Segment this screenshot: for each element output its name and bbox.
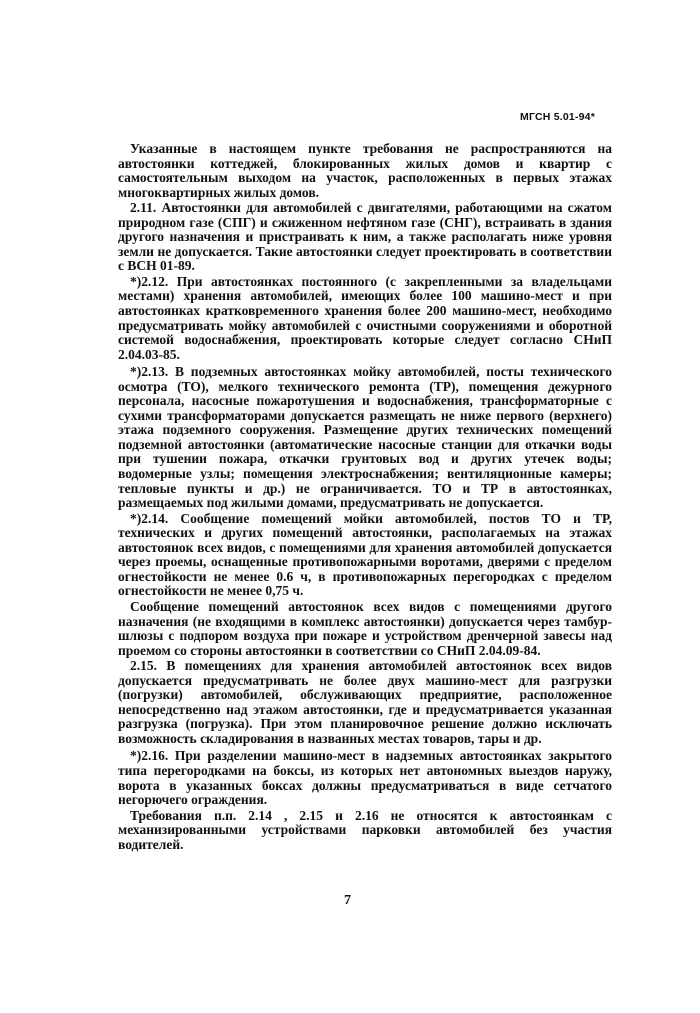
paragraph-2-12: *)2.12. При автостоянках постоянного (с закрепленными за владельцами местами) хранения автомобилей, имеющих более 100 машино-мест и при автостоянках кратковременного хранения более 200 машино-мест, необходимо предусматривать мойку автомобилей с очистными сооружениями и оборотной системой водоснабжения, проектировать которые следует согласно СНиП 2.04.03-85.	[118, 273, 612, 362]
paragraph-2-14-continued: Сообщение помещений автостоянок всех видов с помещениями другого назначения (не входящими в комплекс автостоянки) допускается через тамбур-шлюзы с подпором воздуха при пожаре и устройством дренчерной завесы над проемом со стороны автостоянки в соответствии со СНиП 2.04.09-84.	[118, 598, 612, 658]
paragraph-2-14: *)2.14. Сообщение помещений мойки автомобилей, постов ТО и ТР, технических и других помещений автостоянки, располагаемых на этажах автостоянок всех видов, с помещениями для хранения автомобилей допускается через проемы, оснащенные противопожарными воротами, дверями с пределом огнестойкости не менее 0.6 ч, в противопожарных перегородках с пределом огнестойкости не менее 0,75 ч.	[118, 510, 612, 599]
document-body	[118, 142, 612, 853]
document-code-header: МГСН 5.01-94*	[520, 111, 595, 123]
paragraph-note-exemption: Указанные в настоящем пункте требования не распространяются на автостоянки коттеджей, блокированных жилых домов и квартир с самостоятельным выходом на участок, расположенных в первых этажах многоквартирных жилых домов.	[118, 141, 612, 200]
paragraph-2-13: *)2.13. В подземных автостоянках мойку автомобилей, посты технического осмотра (ТО), мелкого технического ремонта (ТР), помещения дежурного персонала, насосные пожаротушения и водоснабжения, трансформаторные с сухими трансформаторами допускается размещать не ниже первого (верхнего) этажа подземного сооружения. Размещение других технических помещений подземной автостоянки (автоматические насосные станции для откачки воды при тушении пожара, откачки грунтовых вод и других утечек воды; водомерные узлы; помещения электроснабжения; вентиляционные камеры; тепловые пункты и др.) не ограничивается. ТО и ТР в автостоянках, размещаемых под жилыми домами, предусматривать не допускается.	[118, 364, 612, 511]
page-number: 7	[344, 893, 351, 908]
paragraph-2-15: 2.15. В помещениях для хранения автомобилей автостоянок всех видов допускается предусматривать не более двух машино-мест для разгрузки (погрузки) автомобилей, обслуживающих предприятие, расположенное непосредственно над этажом автостоянки, где и предусматривается указанная разгрузка (погрузка). При этом планировочное решение должно исключать возможность складирования в названных местах товаров, тары и др.	[118, 658, 612, 746]
paragraph-2-11: 2.11. Автостоянки для автомобилей с двигателями, работающими на сжатом природном газе (СПГ) и сжиженном нефтяном газе (СНГ), встраивать в здания другого назначения и пристраивать к ним, а также располагать ниже уровня земли не допускается. Такие автостоянки следует проектировать в соответствии с ВСН 01-89.	[118, 200, 612, 274]
paragraph-2-16: *)2.16. При разделении машино-мест в надземных автостоянках закрытого типа перегородками на боксы, из которых нет автономных выездов наружу, ворота в указанных боксах должны предусматриваться в виде сетчатого негорючего ограждения.	[118, 748, 612, 808]
paragraph-requirements-exception: Требования п.п. 2.14 , 2.15 и 2.16 не относятся к автостоянкам с механизированными устройствами парковки автомобилей без участия водителей.	[118, 807, 612, 852]
